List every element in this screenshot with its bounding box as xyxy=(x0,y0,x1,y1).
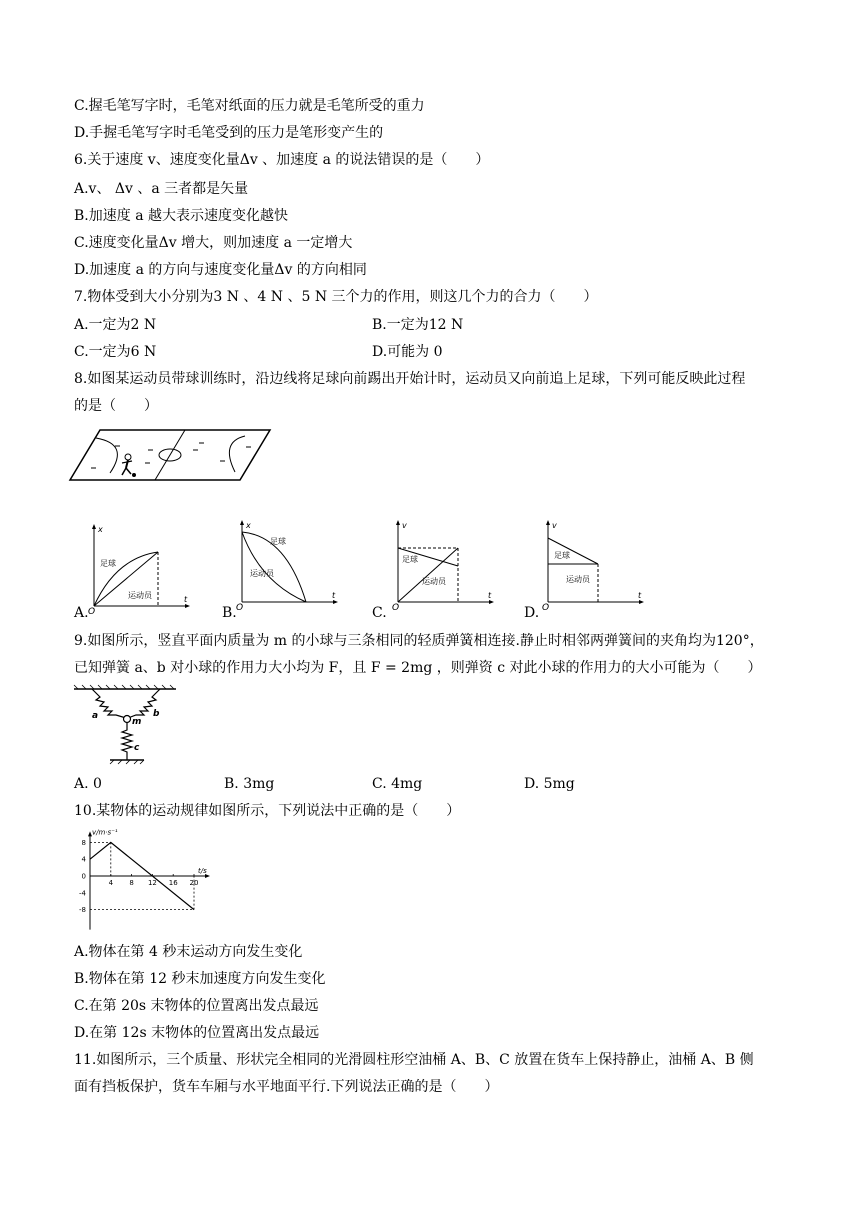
q9-stem-line1: 9.如图所示，竖直平面内质量为 m 的小球与三条相同的轻质弹簧相连接.静止时相邻两弹簧间的夹角均为120°， xyxy=(74,633,764,649)
ball-label: 足球 xyxy=(554,551,570,560)
q7-option-d: D.可能为 0 xyxy=(372,344,443,360)
ball-label: 足球 xyxy=(402,555,418,564)
y-tick-label: -4 xyxy=(79,889,86,898)
x-tick-label: 20 xyxy=(189,879,199,887)
q10-stem: 10.某物体的运动规律如图所示，下列说法中正确的是（ ） xyxy=(74,803,461,819)
spring-c-label: c xyxy=(134,743,140,753)
q9-option-c: C. 4mg xyxy=(372,776,423,792)
q6-option-d: D.加速度 a 的方向与速度变化量Δv 的方向相同 xyxy=(74,262,367,278)
axis-t-label: t xyxy=(332,591,336,600)
q8-graph-b xyxy=(236,518,346,613)
q9-option-b: B. 3mg xyxy=(224,776,275,792)
q8-label-b: B. xyxy=(222,605,237,621)
spring-a-label: a xyxy=(92,711,99,721)
x-tick-label: 16 xyxy=(168,879,178,887)
q10-option-a: A.物体在第 4 秒末运动方向发生变化 xyxy=(74,944,303,960)
axis-t-label: t xyxy=(638,591,642,600)
athlete-label: 运动员 xyxy=(250,569,274,578)
q6-option-a: A.v、 Δv 、a 三者都是矢量 xyxy=(74,181,249,197)
q7-option-b: B.一定为12 N xyxy=(372,317,464,333)
q10-option-d: D.在第 12s 末物体的位置离出发点最远 xyxy=(74,1025,320,1041)
q8-graph-c xyxy=(392,518,502,613)
x-tick-label: 4 xyxy=(108,879,114,887)
q7-option-a: A.一定为2 N xyxy=(74,317,157,333)
q7-option-c: C.一定为6 N xyxy=(74,344,157,360)
athlete-label: 运动员 xyxy=(566,575,590,584)
origin-label: O xyxy=(88,607,96,617)
q10-option-b: B.物体在第 12 秒末加速度方向发生变化 xyxy=(74,971,326,987)
x-tick-label: 12 xyxy=(147,879,157,887)
axis-v-label: v xyxy=(552,521,557,530)
ball-label: 足球 xyxy=(100,559,116,568)
q5-option-c: C.握毛笔写字时，毛笔对纸面的压力就是毛笔所受的重力 xyxy=(74,98,425,114)
q9-spring-figure xyxy=(72,684,180,766)
origin-label: O xyxy=(542,603,550,613)
q10-option-c: C.在第 20s 末物体的位置离出发点最远 xyxy=(74,998,319,1014)
athlete-label: 运动员 xyxy=(422,577,446,586)
q8-graph-d xyxy=(542,518,652,613)
origin-label: O xyxy=(236,603,244,613)
y-axis-label: v/m·s⁻¹ xyxy=(92,828,118,837)
y-tick-label: 8 xyxy=(81,838,86,847)
axis-v-label: v xyxy=(402,521,407,530)
q8-graph-a xyxy=(88,522,198,617)
ball-label: 足球 xyxy=(270,537,286,546)
q10-vt-chart xyxy=(72,828,212,928)
q5-option-d: D.手握毛笔写字时毛笔受到的压力是笔形变产生的 xyxy=(74,125,384,141)
q8-label-c: C. xyxy=(372,605,387,621)
y-tick-label: -8 xyxy=(79,906,86,915)
axis-t-label: t xyxy=(184,595,188,604)
axis-x-label: x xyxy=(246,521,251,530)
q8-label-d: D. xyxy=(524,605,540,621)
q9-option-a: A. 0 xyxy=(74,776,102,792)
y-tick-label: 0 xyxy=(81,872,86,881)
axis-x-label: x xyxy=(98,525,103,534)
q9-stem-line2: 已知弹簧 a、b 对小球的作用力大小均为 F，且 F = 2mg ，则弹资 c 对此小球的作用力的大小可能为（ ） xyxy=(74,660,762,676)
axis-t-label: t xyxy=(488,591,492,600)
q6-option-b: B.加速度 a 越大表示速度变化越快 xyxy=(74,208,288,224)
q11-stem-line2: 面有挡板保护，货车车厢与水平地面平行.下列说法正确的是（ ） xyxy=(74,1079,499,1095)
ball-m-label: m xyxy=(132,717,142,727)
spring-b-label: b xyxy=(153,709,160,719)
q7-stem: 7.物体受到大小分别为3 N 、4 N 、5 N 三个力的作用，则这几个力的合力（ ） xyxy=(74,289,598,305)
q9-option-d: D. 5mg xyxy=(524,776,575,792)
y-tick-label: 4 xyxy=(81,855,86,864)
q8-stem-line2: 的是（ ） xyxy=(74,398,158,414)
q8-field-figure xyxy=(70,428,272,482)
q6-option-c: C.速度变化量Δv 增大，则加速度 a 一定增大 xyxy=(74,235,353,251)
q8-label-a: A. xyxy=(74,605,89,621)
x-tick-label: 8 xyxy=(129,879,134,887)
x-axis-label: t/s xyxy=(198,867,207,875)
q6-stem: 6.关于速度 v、速度变化量Δv 、加速度 a 的说法错误的是（ ） xyxy=(74,152,490,168)
athlete-label: 运动员 xyxy=(128,591,152,600)
origin-label: O xyxy=(392,603,400,613)
q11-stem-line1: 11.如图所示，三个质量、形状完全相同的光滑圆柱形空油桶 A、B、C 放置在货车上保持静止，油桶 A、B 侧 xyxy=(74,1052,754,1068)
q8-stem-line1: 8.如图某运动员带球训练时，沿边线将足球向前踢出开始计时，运动员又向前追上足球，下列可能反映此过程 xyxy=(74,371,746,387)
